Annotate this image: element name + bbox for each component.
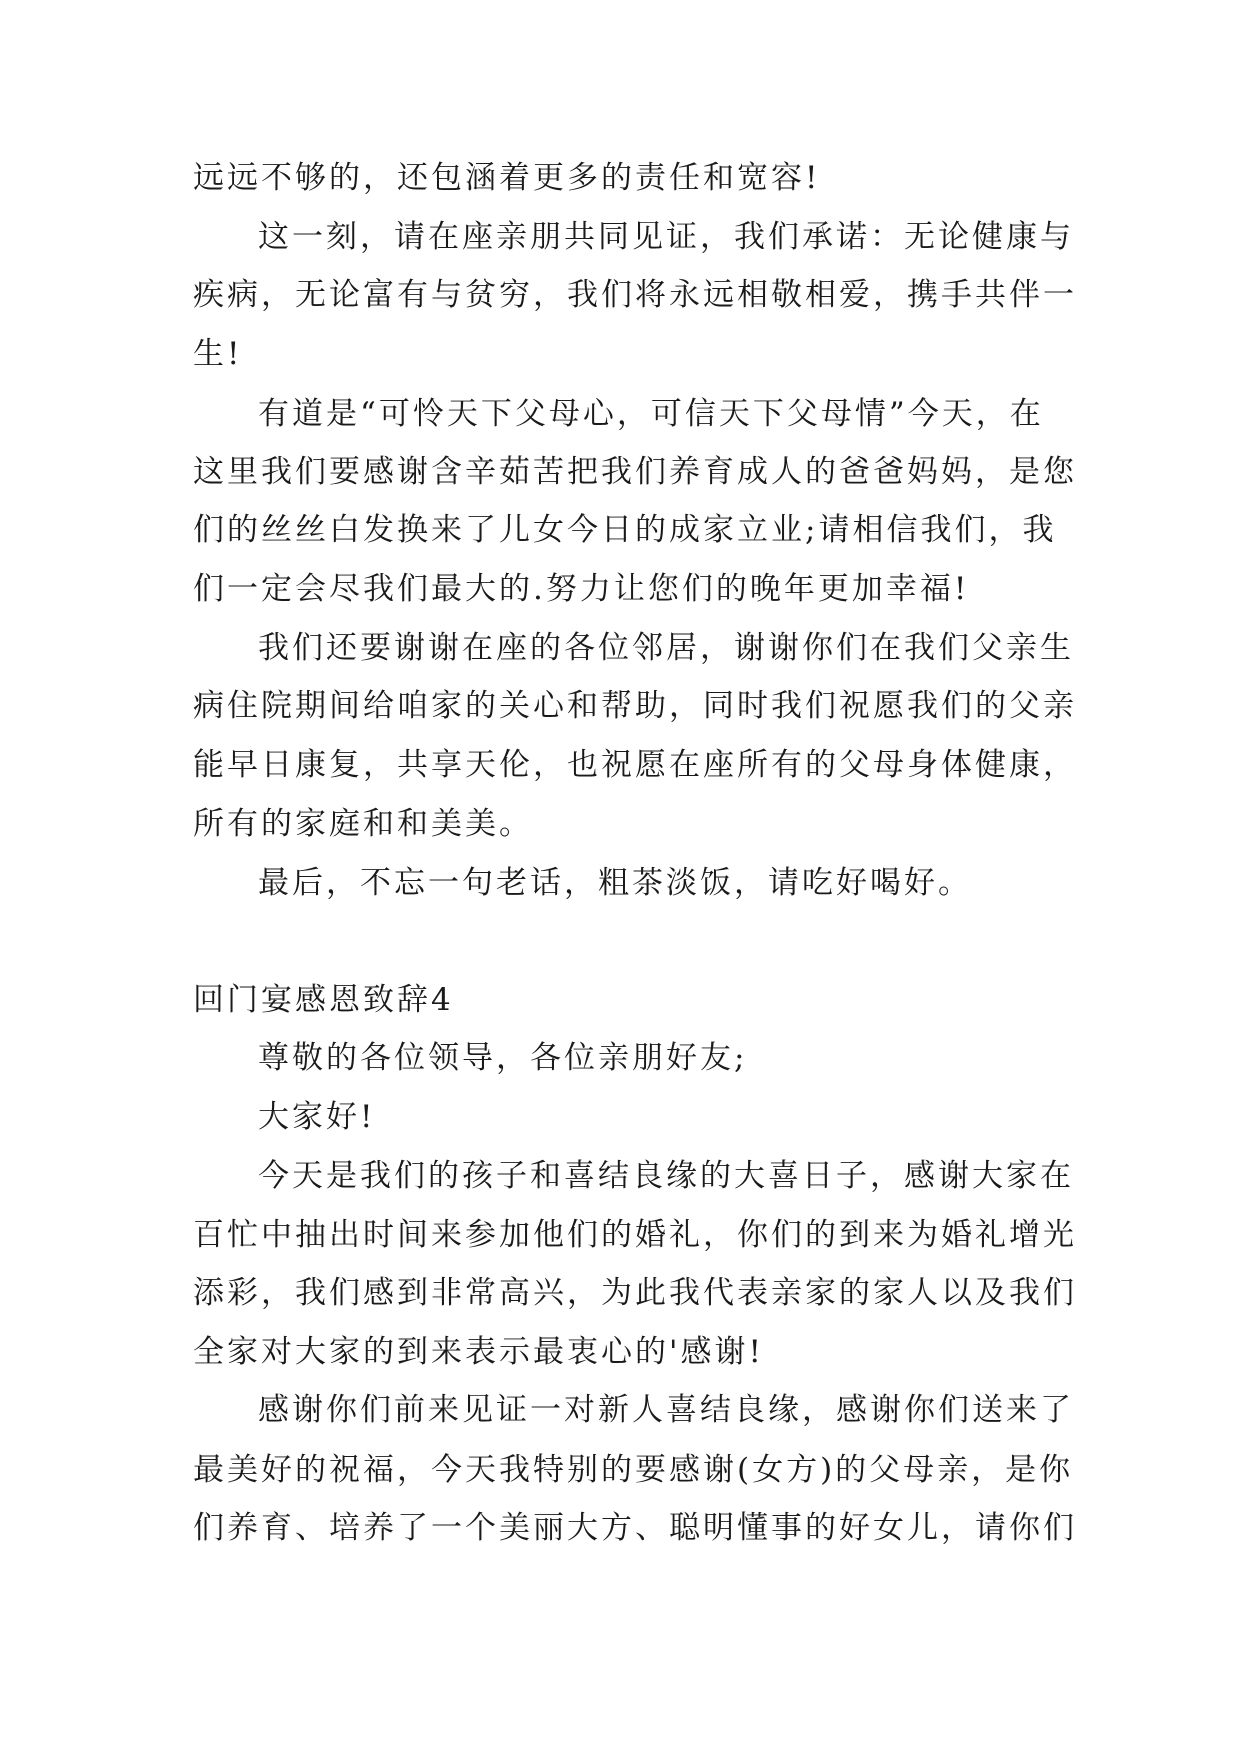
text-line: 尊敬的各位领导，各位亲朋好友; — [258, 1040, 748, 1076]
text-line: 大家好! — [258, 1099, 376, 1135]
text-line: 们一定会尽我们最大的.努力让您们的晚年更加幸福! — [193, 571, 970, 607]
text-line: 生! — [193, 336, 243, 372]
text-line: 我们还要谢谢在座的各位邻居，谢谢你们在我们父亲生 — [258, 630, 1074, 666]
text-line: 们养育、培养了一个美丽大方、聪明懂事的好女儿，请你们 — [193, 1510, 1077, 1546]
text-line: 病住院期间给咱家的关心和帮助，同时我们祝愿我们的父亲 — [193, 688, 1077, 724]
text-line: 百忙中抽出时间来参加他们的婚礼，你们的到来为婚礼增光 — [193, 1217, 1077, 1253]
text-line: 疾病，无论富有与贫穷，我们将永远相敬相爱，携手共伴一 — [193, 277, 1077, 313]
text-line: 感谢你们前来见证一对新人喜结良缘，感谢你们送来了 — [258, 1392, 1074, 1428]
section-heading: 回门宴感恩致辞4 — [193, 982, 454, 1018]
text-line: 这一刻，请在座亲朋共同见证，我们承诺：无论健康与 — [258, 219, 1074, 255]
text-line: 全家对大家的到来表示最衷心的'感谢! — [193, 1334, 764, 1370]
text-line: 最美好的祝福，今天我特别的要感谢(女方)的父母亲，是你 — [193, 1452, 1074, 1488]
text-line: 今天是我们的孩子和喜结良缘的大喜日子，感谢大家在 — [258, 1158, 1074, 1194]
text-line: 有道是“可怜天下父母心，可信天下父母情”今天，在 — [258, 396, 1044, 432]
text-line: 所有的家庭和和美美。 — [193, 806, 533, 842]
text-line: 远远不够的，还包涵着更多的责任和宽容! — [193, 160, 821, 196]
text-line: 添彩，我们感到非常高兴，为此我代表亲家的家人以及我们 — [193, 1275, 1077, 1311]
text-line: 这里我们要感谢含辛茹苦把我们养育成人的爸爸妈妈，是您 — [193, 454, 1077, 490]
text-line: 能早日康复，共享天伦，也祝愿在座所有的父母身体健康， — [193, 747, 1077, 783]
text-line: 们的丝丝白发换来了儿女今日的成家立业;请相信我们，我 — [193, 512, 1057, 548]
text-line: 最后，不忘一句老话，粗茶淡饭，请吃好喝好。 — [258, 865, 972, 901]
